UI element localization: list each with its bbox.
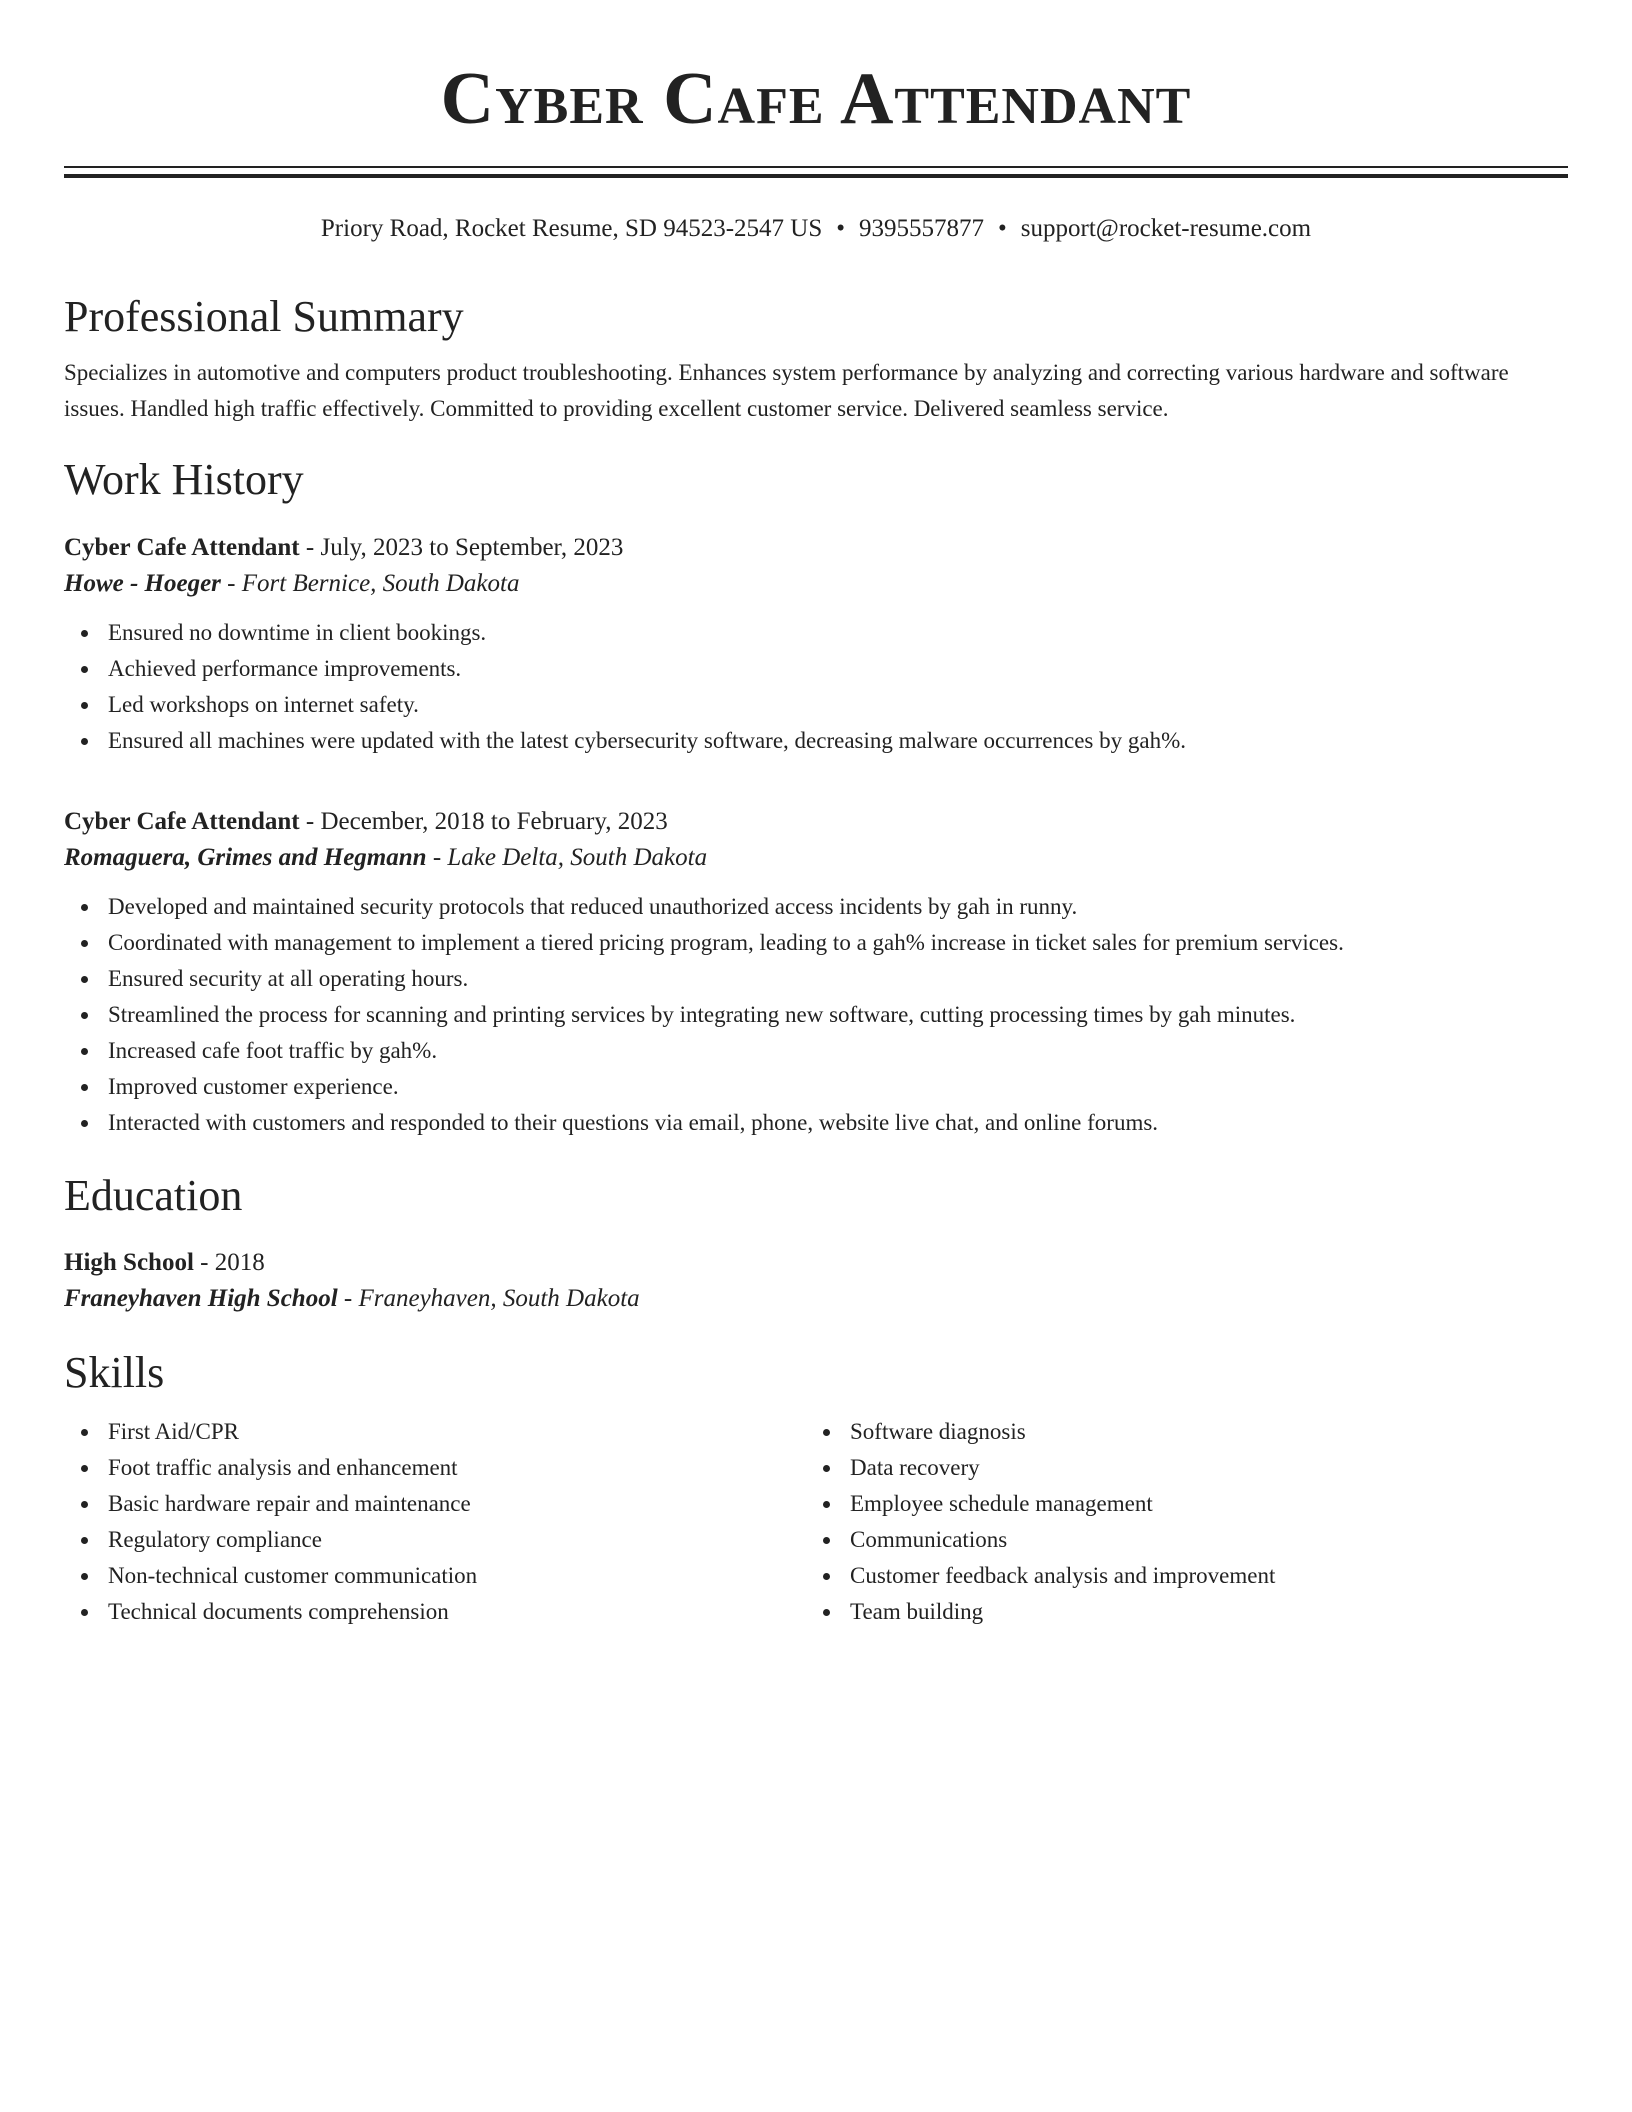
- skill-item: Communications: [850, 1522, 1548, 1558]
- job-dates: - July, 2023 to September, 2023: [299, 534, 624, 562]
- skills-list: [64, 1414, 806, 1630]
- skill-item: Foot traffic analysis and enhancement: [108, 1450, 806, 1486]
- list-item: Ensured security at all operating hours.: [108, 961, 1568, 997]
- job-title-line: [64, 531, 1568, 565]
- skill-item: Software diagnosis: [850, 1414, 1548, 1450]
- list-item: Developed and maintained security protocols that reduced unauthorized access incidents by gah in runny.: [108, 889, 1568, 925]
- header-rule-thin: [64, 166, 1568, 168]
- skills-list: [806, 1414, 1548, 1630]
- skill-item: Data recovery: [850, 1450, 1548, 1486]
- list-item: Ensured no downtime in client bookings.: [108, 615, 1568, 651]
- contact-phone: 9395557877: [859, 215, 985, 242]
- job-bullets: [64, 615, 1568, 759]
- education-degree-line: [64, 1246, 1568, 1280]
- skill-item: Technical documents comprehension: [108, 1594, 806, 1630]
- contact-separator: •: [836, 215, 846, 242]
- job-dates: - December, 2018 to February, 2023: [299, 808, 668, 836]
- skills-column-left: [64, 1414, 806, 1630]
- skill-item: Team building: [850, 1594, 1548, 1630]
- list-item: Improved customer experience.: [108, 1069, 1568, 1105]
- skill-item: Customer feedback analysis and improvement: [850, 1558, 1548, 1594]
- skill-item: Employee schedule management: [850, 1486, 1548, 1522]
- education-entry: [64, 1246, 1568, 1318]
- contact-line: [64, 214, 1568, 244]
- job-title-line: [64, 805, 1568, 839]
- summary-heading: Professional Summary: [64, 292, 464, 341]
- job-entry: [64, 531, 1568, 759]
- list-item: Interacted with customers and responded to their questions via email, phone, website live chat, and online forums.: [108, 1105, 1568, 1141]
- job-company-line: [64, 839, 1568, 877]
- skill-item: Basic hardware repair and maintenance: [108, 1486, 806, 1522]
- education-year: - 2018: [193, 1248, 265, 1276]
- job-entry: [64, 805, 1568, 1141]
- job-location: - Fort Bernice, South Dakota: [220, 570, 520, 598]
- resume-name: Cyber Cafe Attendant: [440, 58, 1192, 140]
- education-heading: Education: [64, 1171, 243, 1221]
- contact-email: support@rocket-resume.com: [1020, 215, 1312, 242]
- job-role: Cyber Cafe Attendant: [64, 808, 300, 836]
- skills-heading: Skills: [64, 1347, 165, 1397]
- list-item: Achieved performance improvements.: [108, 651, 1568, 687]
- education-degree: High School: [64, 1248, 194, 1276]
- list-item: Streamlined the process for scanning and printing services by integrating new software, cutting processing times by gah minutes.: [108, 997, 1568, 1033]
- education-location: - Franeyhaven, South Dakota: [337, 1284, 640, 1312]
- job-company-line: [64, 565, 1568, 603]
- summary-text: Specializes in automotive and computers product troubleshooting. Enhances system performance by analyzing and correcting various hardware and software issues. Handled high traffic effectively. Committed to providing excellent customer service. Delivered seamless service.: [64, 359, 1509, 421]
- list-item: Led workshops on internet safety.: [108, 687, 1568, 723]
- job-bullets: [64, 889, 1568, 1141]
- skill-item: First Aid/CPR: [108, 1414, 806, 1450]
- contact-separator: •: [998, 215, 1007, 242]
- list-item: Increased cafe foot traffic by gah%.: [108, 1033, 1568, 1069]
- contact-address: Priory Road, Rocket Resume, SD 94523-2547 US: [320, 215, 823, 242]
- header-rule-thick: [64, 174, 1568, 178]
- education-school-line: [64, 1280, 1568, 1318]
- skills-grid: [64, 1414, 1568, 1630]
- job-location: - Lake Delta, South Dakota: [426, 844, 708, 872]
- job-company: Romaguera, Grimes and Hegmann: [64, 844, 427, 872]
- education-school: Franeyhaven High School: [64, 1284, 338, 1312]
- job-role: Cyber Cafe Attendant: [64, 534, 300, 562]
- list-item: Ensured all machines were updated with the latest cybersecurity software, decreasing malware occurrences by gah%.: [108, 723, 1568, 759]
- skill-item: Non-technical customer communication: [108, 1558, 806, 1594]
- skills-column-right: [806, 1414, 1548, 1630]
- job-company: Howe - Hoeger: [64, 570, 221, 598]
- work-history-heading: Work History: [64, 454, 304, 504]
- skill-item: Regulatory compliance: [108, 1522, 806, 1558]
- list-item: Coordinated with management to implement a tiered pricing program, leading to a gah% increase in ticket sales for premium services.: [108, 925, 1568, 961]
